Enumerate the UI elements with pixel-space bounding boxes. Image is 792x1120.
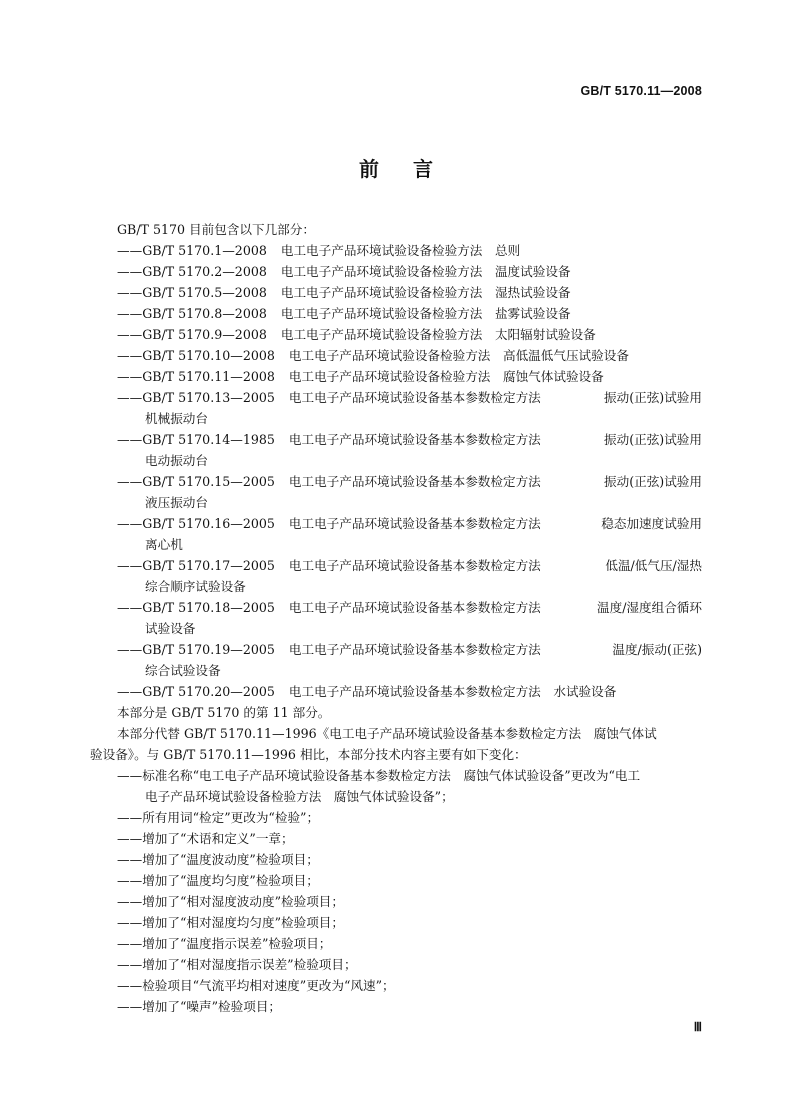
- list-item: ——所有用词“检定”更改为“检验”；: [117, 810, 320, 825]
- replaces-line-1: 本部分代替 GB/T 5170.11—1996《电工电子产品环境试验设备基本参数检定方法 腐蚀气体试: [117, 726, 657, 741]
- list-item-continuation: 电子产品环境试验设备检验方法 腐蚀气体试验设备”；: [145, 789, 454, 804]
- part-name: 电工电子产品环境试验设备基本参数检定方法: [288, 474, 541, 489]
- part-std-number: ——GB/T 5170.10—2008: [117, 348, 275, 363]
- part-std-number: ——GB/T 5170.9—2008: [117, 327, 267, 342]
- list-item: [90, 555, 702, 597]
- part-name: 电工电子产品环境试验设备基本参数检定方法: [288, 558, 541, 573]
- intro-line: GB/T 5170 目前包含以下几部分：: [117, 222, 315, 237]
- part-std-number: ——GB/T 5170.11—2008: [117, 369, 275, 384]
- part-name-tail: 振动(正弦)试验用: [604, 390, 702, 405]
- part-std-number: ——GB/T 5170.14—1985: [117, 432, 275, 447]
- standard-code-header: GB/T 5170.11—2008: [580, 84, 702, 98]
- part-name: 电工电子产品环境试验设备基本参数检定方法: [288, 516, 541, 531]
- part-name-tail: 稳态加速度试验用: [601, 516, 702, 531]
- list-item: [90, 597, 702, 639]
- part-std-number: ——GB/T 5170.20—2005: [117, 684, 275, 699]
- part-name-tail: 振动(正弦)试验用: [604, 474, 702, 489]
- list-item: ——检验项目“气流平均相对速度”更改为“风速”；: [117, 978, 395, 993]
- list-item: ——增加了“温度波动度”检验项目；: [117, 852, 319, 867]
- this-part-statement: 本部分是 GB/T 5170 的第 11 部分。: [117, 705, 331, 720]
- part-name: 电工电子产品环境试验设备基本参数检定方法: [288, 432, 541, 447]
- list-item: ——标准名称“电工电子产品环境试验设备基本参数检定方法 腐蚀气体试验设备”更改为“电工: [117, 768, 641, 783]
- part-name-continuation: 机械振动台: [145, 411, 208, 426]
- list-item: ——增加了“噪声”检验项目；: [117, 999, 282, 1014]
- page-title: 前言: [359, 157, 467, 181]
- list-item: [90, 303, 702, 324]
- part-name-continuation: 液压振动台: [145, 495, 208, 510]
- list-item: [90, 366, 702, 387]
- part-std-number: ——GB/T 5170.1—2008: [117, 243, 267, 258]
- part-name: 电工电子产品环境试验设备基本参数检定方法: [288, 600, 541, 615]
- part-std-number: ——GB/T 5170.2—2008: [117, 264, 267, 279]
- part-name: 电工电子产品环境试验设备检验方法 温度试验设备: [280, 264, 571, 279]
- part-name: 电工电子产品环境试验设备基本参数检定方法 水试验设备: [288, 684, 617, 699]
- parts-list: [90, 240, 702, 702]
- part-std-number: ——GB/T 5170.17—2005: [117, 558, 275, 573]
- part-name: 电工电子产品环境试验设备检验方法 高低温低气压试验设备: [288, 348, 629, 363]
- list-item: ——增加了“温度指示误差”检验项目；: [117, 936, 332, 951]
- replaces-line-2: 验设备》。与 GB/T 5170.11—1996 相比，本部分技术内容主要有如下变化：: [90, 747, 527, 762]
- part-std-number: ——GB/T 5170.18—2005: [117, 600, 275, 615]
- list-item: ——增加了“相对湿度指示误差”检验项目；: [117, 957, 357, 972]
- part-name-continuation: 电动振动台: [145, 453, 208, 468]
- part-name: 电工电子产品环境试验设备基本参数检定方法: [288, 390, 541, 405]
- part-name-continuation: 综合顺序试验设备: [145, 579, 246, 594]
- part-name-continuation: 离心机: [145, 537, 183, 552]
- part-std-number: ——GB/T 5170.13—2005: [117, 390, 275, 405]
- foreword-body: [90, 219, 702, 1017]
- part-name-tail: 低温/低气压/湿热: [605, 558, 702, 573]
- list-item: [90, 513, 702, 555]
- page-number: Ⅲ: [693, 1020, 702, 1034]
- list-item: [90, 639, 702, 681]
- list-item: ——增加了“相对湿度波动度”检验项目；: [117, 894, 344, 909]
- part-name-tail: 振动(正弦)试验用: [604, 432, 702, 447]
- part-std-number: ——GB/T 5170.16—2005: [117, 516, 275, 531]
- part-name: 电工电子产品环境试验设备检验方法 太阳辐射试验设备: [280, 327, 596, 342]
- part-std-number: ——GB/T 5170.8—2008: [117, 306, 267, 321]
- list-item: [90, 261, 702, 282]
- part-std-number: ——GB/T 5170.19—2005: [117, 642, 275, 657]
- part-std-number: ——GB/T 5170.5—2008: [117, 285, 267, 300]
- list-item: ——增加了“温度均匀度”检验项目；: [117, 873, 319, 888]
- part-name: 电工电子产品环境试验设备检验方法 总则: [280, 243, 521, 258]
- list-item: [90, 387, 702, 429]
- list-item: [90, 345, 702, 366]
- list-item: [90, 240, 702, 261]
- part-std-number: ——GB/T 5170.15—2005: [117, 474, 275, 489]
- part-name: 电工电子产品环境试验设备基本参数检定方法: [288, 642, 541, 657]
- part-name-continuation: 试验设备: [145, 621, 196, 636]
- part-name-tail: 温度/湿度组合循环: [597, 600, 702, 615]
- changes-list: [90, 765, 702, 1017]
- part-name: 电工电子产品环境试验设备检验方法 盐雾试验设备: [280, 306, 571, 321]
- part-name-tail: 温度/振动(正弦): [612, 642, 702, 657]
- part-name: 电工电子产品环境试验设备检验方法 湿热试验设备: [280, 285, 571, 300]
- list-item: ——增加了“术语和定义”一章；: [117, 831, 294, 846]
- list-item: ——增加了“相对湿度均匀度”检验项目；: [117, 915, 344, 930]
- replaces-paragraph: [90, 723, 702, 765]
- list-item: [90, 429, 702, 471]
- list-item: [90, 471, 702, 513]
- list-item: [90, 324, 702, 345]
- part-name: 电工电子产品环境试验设备检验方法 腐蚀气体试验设备: [288, 369, 604, 384]
- part-name-continuation: 综合试验设备: [145, 663, 221, 678]
- list-item: [90, 282, 702, 303]
- list-item: [90, 681, 702, 702]
